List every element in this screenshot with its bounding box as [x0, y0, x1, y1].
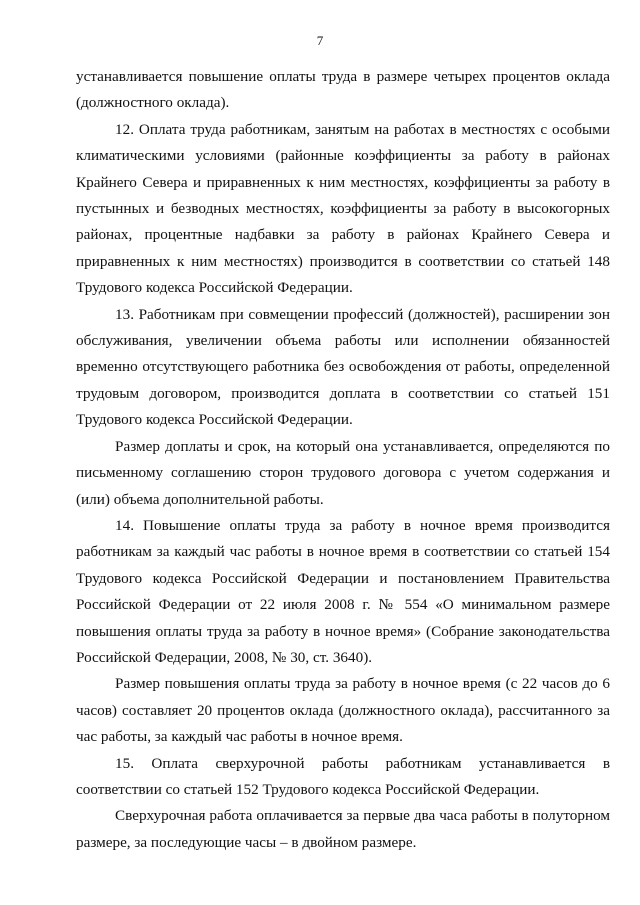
paragraph-continuation: устанавливается повышение оплаты труда в размере четырех процентов оклада (должностного оклада).: [76, 68, 610, 112]
paragraph-item-14: 14. Повышение оплаты труда за работу в ночное время производится работникам за каждый час работы в ночное время в соответствии со статьей 154 Трудового кодекса Российской Федерации и постановлением Правительства Российской Федерации от 22 июля 2008 г. № 554 «О минимальном размере повышения оплаты труда за работу в ночное время» (Собрание законодательства Российской Федерации, 2008, № 30, ст. 3640).: [76, 516, 610, 666]
paragraph-item-15: 15. Оплата сверхурочной работы работникам устанавливается в соответствии со статьей 152 Трудового кодекса Российской Федерации.: [76, 754, 610, 798]
document-body: [76, 64, 610, 856]
paragraph-overtime-rate: Сверхурочная работа оплачивается за первые два часа работы в полуторном размере, за последующие часы – в двойном размере.: [76, 807, 610, 851]
page-number: 7: [316, 33, 324, 48]
paragraph-additional-payment-size: Размер доплаты и срок, на который она устанавливается, определяются по письменному соглашению сторон трудового договора с учетом содержания и (или) объема дополнительной работы.: [76, 437, 610, 508]
paragraph-night-work-rate: Размер повышения оплаты труда за работу в ночное время (с 22 часов до 6 часов) составляет 20 процентов оклада (должностного оклада), рассчитанного за час работы, за каждый час работы в ночное время.: [76, 675, 610, 746]
paragraph-item-13: 13. Работникам при совмещении профессий (должностей), расширении зон обслуживания, увеличении объема работы или исполнении обязанностей временно отсутствующего работника без освобождения от работы, определенной трудовым договором, производится доплата в соответствии со статьей 151 Трудового кодекса Российской Федерации.: [76, 305, 610, 429]
paragraph-item-12: 12. Оплата труда работникам, занятым на работах в местностях с особыми климатическими условиями (районные коэффициенты за работу в районах Крайнего Севера и приравненных к ним местностях, коэффициенты за работу в пустынных и безводных местностях, коэффициенты за работу в высокогорных районах, процентные надбавки за работу в районах Крайнего Севера и приравненных к ним местностях) производится в соответствии со статьей 148 Трудового кодекса Российской Федерации.: [76, 120, 610, 297]
